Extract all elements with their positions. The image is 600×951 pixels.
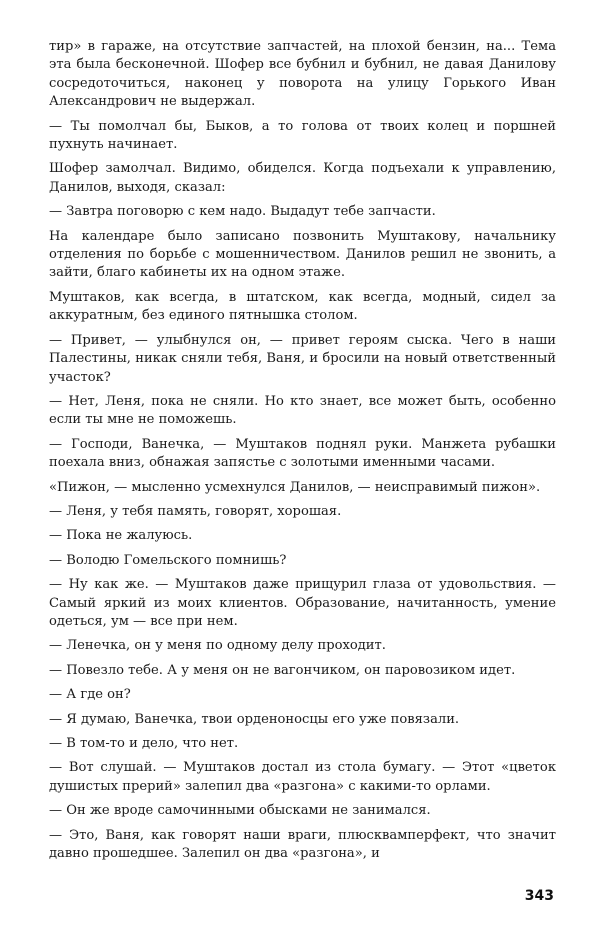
paragraph: — Пока не жалуюсь.	[49, 528, 193, 544]
paragraph: — Я думаю, Ванечка, твои орденоносцы его уже повязали.	[49, 711, 460, 727]
paragraph: «Пижон, — мысленно усмехнулся Данилов, — неисправимый пижон».	[49, 479, 541, 495]
paragraph: — Ленечка, он у меня по одному делу проходит.	[49, 638, 386, 654]
paragraph: — Привет, — улыбнулся он, — привет героям сыска. Чего в наши Палестины, никак сняли тебя, Ваня, и бросили на новый ответственный участок?	[49, 332, 556, 385]
paragraph: — Он же вроде самочинными обысками не занимался.	[49, 803, 431, 819]
paragraph: — Завтра поговорю с кем надо. Выдадут тебе запчасти.	[49, 204, 436, 220]
paragraph: На календаре было записано позвонить Муштакову, начальнику отделения по борьбе с мошенничеством. Данилов решил не звонить, а зайти, благо кабинеты их на одном этаже.	[49, 228, 556, 281]
paragraph: тир» в гараже, на отсутствие запчастей, на плохой бензин, на... Тема эта была бесконечной. Шофер все бубнил и бубнил, не давая Данилову сосредоточиться, наконец у поворота на улицу Горького Иван Александрович не выдержал.	[49, 39, 556, 110]
paragraph: — Леня, у тебя память, говорят, хорошая.	[49, 503, 342, 519]
paragraph: — А где он?	[49, 687, 131, 703]
paragraph: — Ну как же. — Муштаков даже прищурил глаза от удовольствия. — Самый яркий из моих клиентов. Образование, начитанность, умение одеться, ум — все при нем.	[49, 577, 556, 629]
paragraph: — Повезло тебе. А у меня он не вагончиком, он паровозиком идет.	[49, 662, 516, 678]
paragraph: — Нет, Леня, пока не сняли. Но кто знает, все может быть, особенно если ты мне не поможешь.	[49, 393, 556, 428]
page-body	[49, 38, 556, 869]
paragraph: Шофер замолчал. Видимо, обиделся. Когда подъехали к управлению, Данилов, выходя, сказал:	[49, 161, 556, 195]
paragraph: — Вот слушай. — Муштаков достал из стола бумагу. — Этот «цветок душистых прерий» залепил два «разгона» с какими-то орлами.	[49, 760, 556, 794]
page-number: 343	[524, 888, 554, 904]
paragraph: — Господи, Ванечка, — Муштаков поднял руки. Манжета рубашки поехала вниз, обнажая запястье с золотыми именными часами.	[49, 436, 556, 471]
paragraph: — В том-то и дело, что нет.	[49, 736, 239, 751]
paragraph: — Володю Гомельского помнишь?	[49, 552, 287, 568]
paragraph: — Это, Ваня, как говорят наши враги, плюсквамперфект, что значит давно прошедшее. Залепил он два «разгона», и	[49, 827, 556, 862]
paragraph: Муштаков, как всегда, в штатском, как всегда, модный, сидел за аккуратным, без единого пятнышка столом.	[49, 289, 556, 324]
paragraph: — Ты помолчал бы, Быков, а то голова от твоих колец и поршней пухнуть начинает.	[49, 118, 556, 153]
